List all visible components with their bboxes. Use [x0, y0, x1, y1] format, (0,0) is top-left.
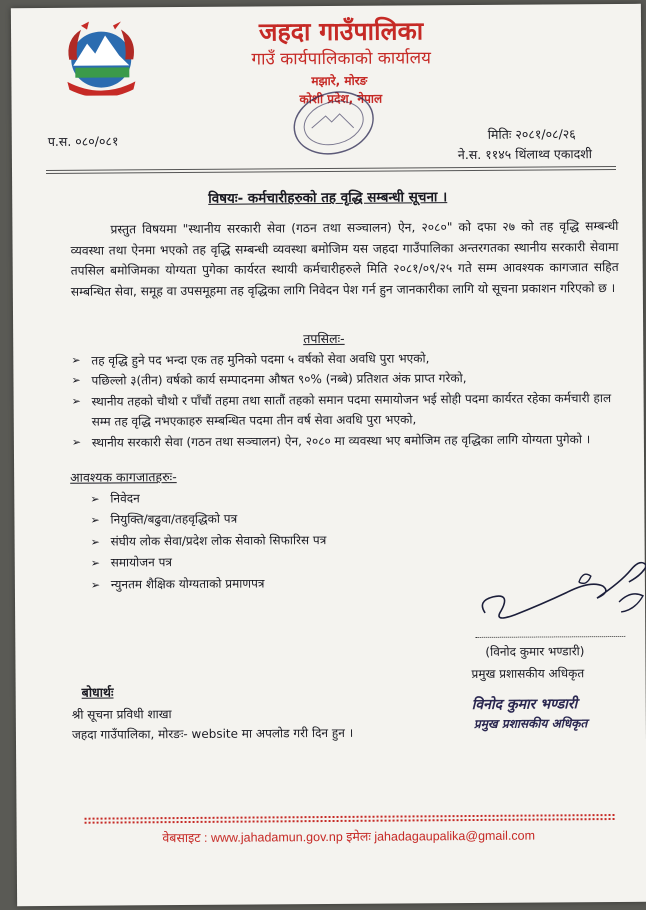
notice-subject: विषयः- कर्मचारीहरुको तह वृद्धि सम्बन्धी सूचना ।	[208, 189, 448, 207]
signatory-name: (विनोद कुमार भण्डारी)	[485, 644, 585, 659]
arrow-bullet-icon: ➢	[90, 514, 100, 528]
details-heading: तपसिलः-	[303, 330, 345, 347]
details-list	[71, 347, 628, 453]
arrow-bullet-icon: ➢	[90, 578, 101, 592]
signature-line	[475, 636, 625, 638]
list-item: ➢ न्युनतम शैक्षिक योग्यताको प्रमाणपत्र	[91, 572, 451, 596]
notice-body: प्रस्तुत विषयमा "स्थानीय सरकारी सेवा (गठन तथा सञ्चालन) ऐन, २०८०" को दफा २७ को तह वृद्धि सम्बन्धी व्यवस्था तथा ऐनमा भएको तह वृद्धि सम्बन्धी व्यवस्था बमोजिम यस जहदा गाउँपालिका अन्तरगतका स्थानीय सरकारी सेवामा तपसिल बमोजिमका योग्यता पुगेका कार्यरत स्थायी कर्मचारीहरुले मिति २०८१/०९/२५ गते सम्म आवश्यक कागजात सहित सम्बन्धित सेवा, समूह वा उपसमूहमा तह वृद्धिका लागि निवेदन पेश गर्न हुन जानकारीका लागि यो सूचना प्रकाशन गरिएको छ ।	[70, 218, 619, 299]
office-round-stamp	[281, 86, 386, 161]
letterhead-title: जहदा गाउँपालिका	[258, 16, 424, 47]
bodhartha-line-1: श्री सूचना प्रविधी शाखा	[71, 707, 172, 722]
letter-page	[11, 4, 646, 906]
list-item: ➢ पछिल्लो ३(तीन) वर्षको कार्य सम्पादनमा औषत ९०% (नब्बे) प्रतिशत अंक प्राप्त गरेको,	[71, 367, 627, 391]
arrow-bullet-icon: ➢	[71, 394, 81, 408]
date-bikram-sambat: मितिः २०८१/०८/२६	[487, 126, 576, 142]
list-item: ➢ स्थानीय सरकारी सेवा (गठन तथा सञ्चालन) ऐन, २०८० मा व्यवस्था भए बमोजिम तह वृद्धिका लागि योग्यता पुगेको ।	[72, 429, 628, 453]
documents-list	[90, 486, 451, 596]
bodhartha-heading: बोधार्थः	[81, 684, 114, 700]
list-item: ➢ स्थानीय तहको चौथो र पाँचौं तहमा तथा सातौं तहको समान पदमा समायोजन भई सोही पदमा कार्यरत रहेका कर्मचारी हाल सम्म तह वृद्धि नभएकाहरु सम्बन्धित पदमा तीन वर्ष सेवा अवधि पुरा भएको,	[71, 390, 612, 429]
nepal-emblem-logo	[59, 19, 144, 96]
reference-number: प.स. ०८०/०८१	[47, 133, 119, 149]
signatory-title: प्रमुख प्रशासकीय अधिकृत	[471, 666, 585, 682]
date-nepal-sambat: ने.स. ११४५ थिंलाथ्व एकादशी	[457, 146, 593, 163]
footer-contact: वेबसाइट : www.jahadamun.gov.np इमेलः jahadagaupalika@gmail.com	[162, 828, 536, 846]
letterhead-address-line1: मझारे, मोरङ	[311, 73, 368, 89]
handwritten-signature	[471, 552, 646, 637]
arrow-bullet-icon: ➢	[71, 353, 81, 367]
letterhead-subtitle: गाउँ कार्यपालिकाको कार्यालय	[251, 48, 432, 70]
arrow-bullet-icon: ➢	[71, 374, 81, 388]
documents-heading: आवश्यक कागजातहरुः-	[70, 469, 177, 485]
bodhartha-line-2: जहदा गाउँपालिका, मोरङः- website मा अपलोड गरी दिन हुन ।	[71, 725, 354, 742]
list-item: ➢ नियुक्ति/बढुवा/तहवृद्धिको पत्र	[90, 508, 450, 532]
list-item: ➢ तह वृद्धि हुने पद भन्दा एक तह मुनिको पदमा ५ वर्षको सेवा अवधि पुरा भएको,	[71, 347, 627, 371]
list-item: ➢ निवेदन	[90, 486, 450, 510]
list-item: ➢ संघीय लोक सेवा/प्रदेश लोक सेवाको सिफारिस पत्र	[91, 529, 451, 553]
arrow-bullet-icon: ➢	[90, 492, 100, 506]
name-stamp: विनोद कुमार भण्डारी	[471, 696, 578, 714]
list-item: ➢ समायोजन पत्र	[91, 550, 451, 574]
title-stamp: प्रमुख प्रशासकीय अधिकृत	[473, 716, 588, 731]
arrow-bullet-icon: ➢	[90, 556, 101, 570]
arrow-bullet-icon: ➢	[71, 435, 82, 449]
letterhead-address-line2: कोशी प्रदेश, नेपाल	[299, 91, 383, 107]
arrow-bullet-icon: ➢	[90, 535, 100, 549]
